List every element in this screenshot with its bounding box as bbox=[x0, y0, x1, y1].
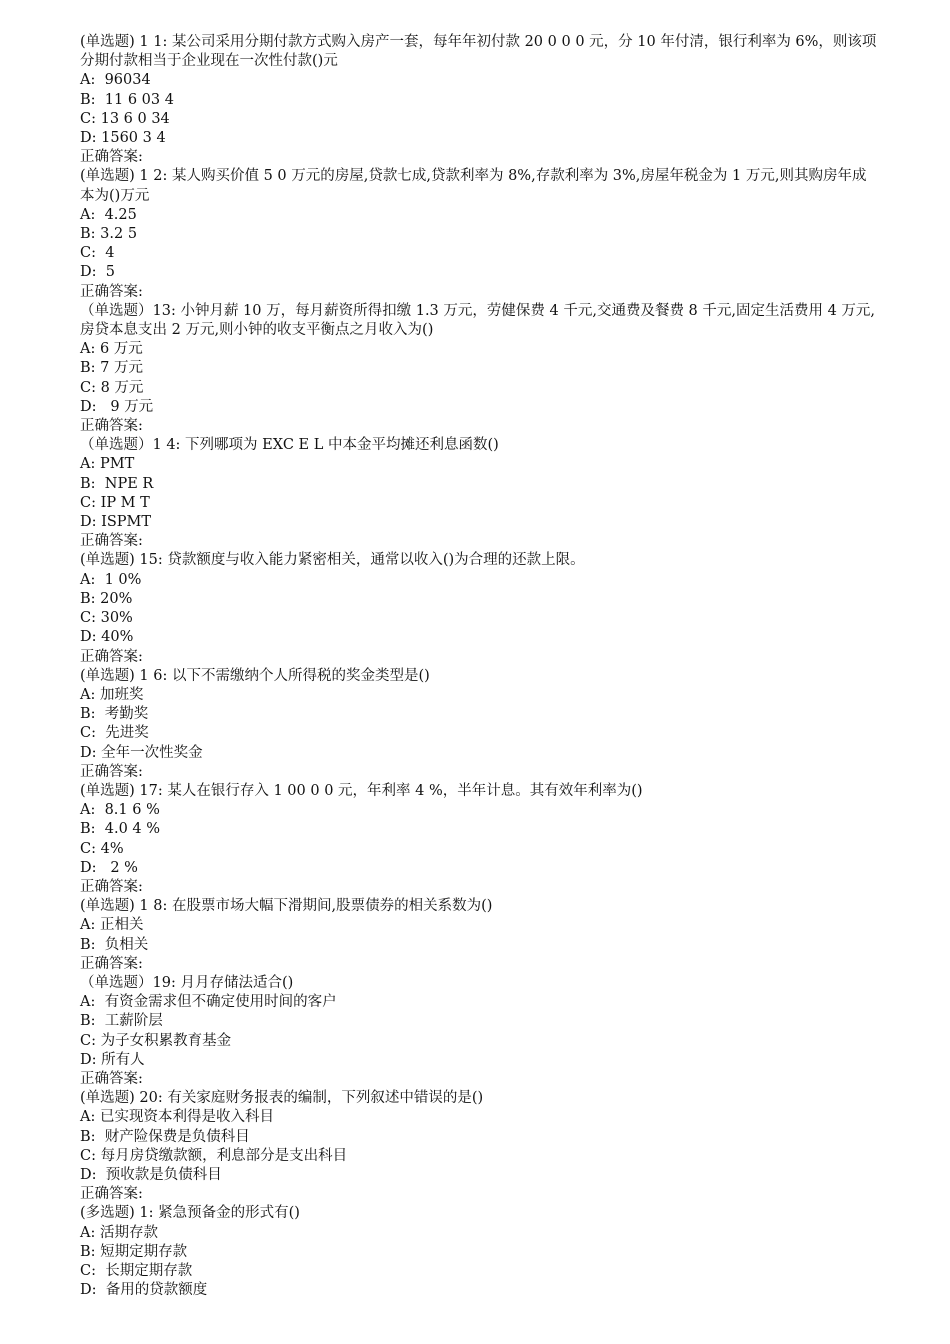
correct-answer-label: 正确答案: bbox=[80, 955, 143, 972]
question-block bbox=[80, 667, 880, 782]
answer-option: D: 全年一次性奖金 bbox=[80, 744, 203, 761]
correct-answer-label: 正确答案: bbox=[80, 533, 143, 550]
answer-option: C: 每月房贷缴款额，利息部分是支出科目 bbox=[80, 1147, 348, 1164]
answer-option: C: 4% bbox=[80, 840, 124, 857]
answer-option: C: 30% bbox=[80, 610, 133, 627]
answer-option: B: 财产险保费是负债科目 bbox=[80, 1128, 250, 1145]
question-stem: (多选题) 1: 紧急预备金的形式有() bbox=[80, 1205, 300, 1222]
correct-answer-label: 正确答案: bbox=[80, 283, 143, 300]
question-stem: （单选题）1 4: 下列哪项为 EXC E L 中本金平均摊还利息函数() bbox=[80, 437, 499, 454]
question-block bbox=[80, 551, 880, 666]
answer-option: C: 为子女积累教育基金 bbox=[80, 1032, 232, 1049]
question-block bbox=[80, 167, 880, 301]
answer-option: C: 4 bbox=[80, 245, 115, 262]
correct-answer-label: 正确答案: bbox=[80, 1070, 143, 1087]
correct-answer-label: 正确答案: bbox=[80, 1186, 143, 1203]
question-stem: (单选题) 1 2: 某人购买价值 5 0 万元的房屋,贷款七成,贷款利率为 8%,存款利率为 3%,房屋年税金为 1 万元,则其购房年成本为()万元 bbox=[80, 168, 867, 204]
answer-option: C: IP M T bbox=[80, 494, 150, 511]
answer-option: A: 1 0% bbox=[80, 571, 142, 588]
answer-option: A: 有资金需求但不确定使用时间的客户 bbox=[80, 994, 337, 1011]
question-block bbox=[80, 436, 880, 551]
answer-option: D: 备用的贷款额度 bbox=[80, 1282, 208, 1299]
question-stem: (单选题) 17: 某人在银行存入 1 00 0 0 元，年利率 4 %，半年计息。其有效年利率为() bbox=[80, 782, 643, 799]
question-block bbox=[80, 1204, 880, 1300]
question-stem: (单选题) 1 1: 某公司采用分期付款方式购入房产一套，每年年初付款 20 0 0 0 元，分 10 年付清，银行利率为 6%，则该项分期付款相当于企业现在一次性付款()元 bbox=[80, 34, 877, 70]
document-body bbox=[80, 33, 880, 1300]
answer-option: A: 4.25 bbox=[80, 206, 137, 223]
answer-option: A: 6 万元 bbox=[80, 341, 143, 358]
question-stem: (单选题) 1 8: 在股票市场大幅下滑期间,股票债券的相关系数为() bbox=[80, 898, 493, 915]
answer-option: B: 工薪阶层 bbox=[80, 1013, 163, 1030]
answer-option: D: 2 % bbox=[80, 859, 138, 876]
answer-option: C: 13 6 0 34 bbox=[80, 110, 170, 127]
answer-option: A: 8.1 6 % bbox=[80, 802, 160, 819]
answer-option: D: 9 万元 bbox=[80, 398, 154, 415]
answer-option: A: PMT bbox=[80, 456, 135, 473]
question-stem: (单选题) 15: 贷款额度与收入能力紧密相关，通常以收入()为合理的还款上限。 bbox=[80, 552, 585, 569]
answer-option: D: 40% bbox=[80, 629, 134, 646]
answer-option: B: 考勤奖 bbox=[80, 706, 149, 723]
question-stem: (单选题) 20: 有关家庭财务报表的编制，下列叙述中错误的是() bbox=[80, 1090, 484, 1107]
answer-option: B: 3.2 5 bbox=[80, 226, 138, 243]
answer-option: C: 先进奖 bbox=[80, 725, 149, 742]
question-block bbox=[80, 897, 880, 974]
correct-answer-label: 正确答案: bbox=[80, 648, 143, 665]
question-stem: （单选题）19: 月月存储法适合() bbox=[80, 974, 294, 991]
answer-option: B: 短期定期存款 bbox=[80, 1243, 188, 1260]
answer-option: D: 预收款是负债科目 bbox=[80, 1166, 222, 1183]
answer-option: A: 正相关 bbox=[80, 917, 144, 934]
answer-option: B: 7 万元 bbox=[80, 360, 143, 377]
answer-option: A: 加班奖 bbox=[80, 686, 144, 703]
correct-answer-label: 正确答案: bbox=[80, 418, 143, 435]
answer-option: B: 11 6 03 4 bbox=[80, 91, 174, 108]
question-stem: （单选题）13: 小钟月薪 10 万，每月薪资所得扣缴 1.3 万元，劳健保费 4 千元,交通费及餐费 8 千元,固定生活费用 4 万元,房贷本息支出 2 万元,则小钟的收支平衡点之月收入为() bbox=[80, 302, 876, 339]
answer-option: D: 5 bbox=[80, 264, 115, 281]
question-block bbox=[80, 974, 880, 1089]
answer-option: D: ISPMT bbox=[80, 514, 152, 531]
correct-answer-label: 正确答案: bbox=[80, 763, 143, 780]
answer-option: D: 所有人 bbox=[80, 1051, 145, 1068]
answer-option: A: 活期存款 bbox=[80, 1224, 158, 1241]
correct-answer-label: 正确答案: bbox=[80, 149, 143, 166]
answer-option: D: 1560 3 4 bbox=[80, 130, 166, 147]
answer-option: C: 长期定期存款 bbox=[80, 1263, 193, 1279]
answer-option: B: NPE R bbox=[80, 475, 154, 492]
question-block bbox=[80, 782, 880, 897]
question-block bbox=[80, 302, 880, 436]
correct-answer-label: 正确答案: bbox=[80, 878, 143, 895]
answer-option: B: 4.0 4 % bbox=[80, 821, 161, 838]
question-stem: (单选题) 1 6: 以下不需缴纳个人所得税的奖金类型是() bbox=[80, 667, 430, 684]
answer-option: B: 20% bbox=[80, 590, 133, 607]
answer-option: C: 8 万元 bbox=[80, 379, 144, 396]
question-block bbox=[80, 1089, 880, 1204]
answer-option: B: 负相关 bbox=[80, 936, 149, 953]
answer-option: A: 96034 bbox=[80, 72, 151, 89]
question-block bbox=[80, 33, 880, 167]
answer-option: A: 已实现资本利得是收入科目 bbox=[80, 1109, 274, 1126]
